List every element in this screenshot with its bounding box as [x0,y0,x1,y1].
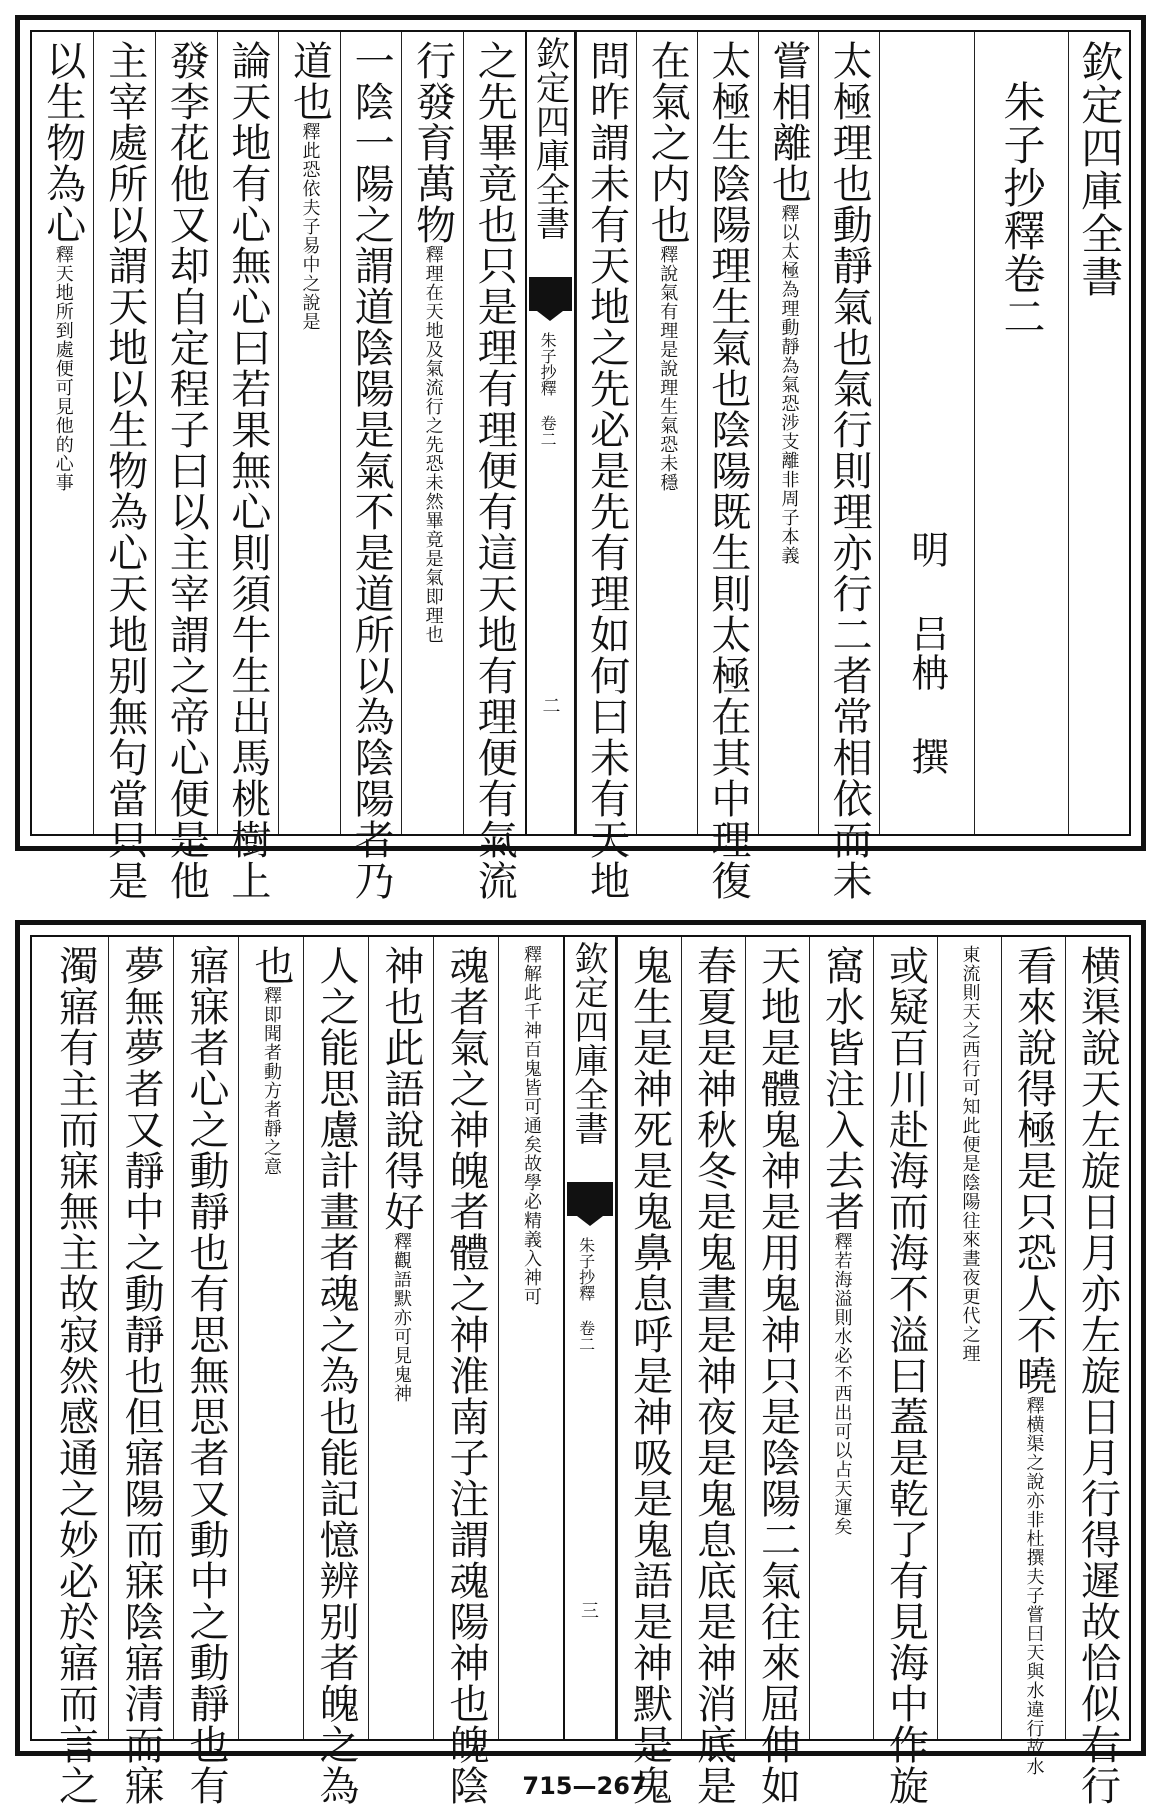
column [217,32,279,901]
column [697,32,758,901]
text-line: 道也釋此恐依夫子易中之說是 [286,40,333,331]
text-line: 横渠說天左旋日月亦左旋日月行得遲故恰似右行 [1074,945,1121,1806]
text-line: 人之能思慮計畫者魂之為也能記憶辨别者魄之為 [313,945,359,1806]
commentary-note: 釋横渠之說亦非杜撰夫子嘗曰天與水違行故水 [1023,1396,1045,1776]
text-line: 窩水皆注入去者釋若海溢則水必不西出可以占天運矣 [818,945,865,1536]
text-line: 魂者氣之神魄者體之神淮南子注謂魂陽神也魄陰 [443,945,489,1806]
text-line: 濁寤有主而寐無主故寂然感通之妙必於寤而言之 [52,945,99,1806]
commentary-note: 釋觀語默亦可見鬼神 [391,1232,412,1403]
text-line: 嘗相離也釋以太極為理動靜為氣恐涉支離非周子本義 [765,40,812,565]
text-line: 發李花他又却自定程子曰以主宰謂之帝心便是他 [163,40,210,901]
top-page [15,15,1146,901]
column [368,937,433,1739]
column [745,937,809,1806]
text-line: 在氣之内也釋說氣有理是說理生氣恐未穩 [644,40,691,492]
column [1001,937,1065,1776]
text-line: 問昨謂未有天地之先必是先有理如何曰未有天地 [583,40,630,901]
commentary-note: 釋天地所到處便可見他的心事 [52,245,74,492]
column [433,937,498,1806]
text-line: 看來說得極是只恐人不曉釋横渠之說亦非杜撰夫子嘗曰天與水違行故水 [1010,945,1057,1776]
column [681,937,745,1806]
text-line: 也釋即聞者動方者靜之意 [248,945,294,1176]
fold-strip [563,937,617,1739]
column [879,32,974,834]
text-line: 春夏是神秋冬是鬼晝是神夜是鬼息底是神消底是 [690,945,737,1806]
fishtail-mark-icon [529,277,572,311]
column [758,32,819,834]
column [873,937,937,1806]
author-line: 明 吕柟 撰 [904,530,949,776]
column [93,32,155,901]
column [1068,32,1129,834]
column [1065,937,1129,1806]
fold-strip [525,32,576,834]
text-line: 之先畢竟也只是理有理便有這天地有理便有氣流 [471,40,518,901]
fold-page-number: 三 [581,1601,599,1622]
fold-title: 欽定四庫全書 [568,941,608,1145]
commentary-note: 東流則天之西行可知此便是陰陽往來晝夜更代之理 [959,945,981,1363]
fishtail-mark-icon [567,1182,613,1216]
commentary-note: 釋解此千神百鬼皆可通矣故學必精義入神可 [521,945,542,1306]
column [43,937,108,1806]
column [576,32,637,901]
fold-title: 欽定四庫全書 [529,36,570,240]
column [818,32,879,901]
page-number: 715—267 [522,1772,647,1800]
column [498,937,563,1739]
column [617,937,681,1806]
fold-book-title: 朱子抄釋 卷二 [538,332,558,447]
column [278,32,340,834]
column [974,32,1069,834]
text-line: 夢無夢者又靜中之動靜也但寤陽而寐陰寤清而寐 [118,945,164,1806]
top-page-frame [30,30,1131,901]
text-line: 或疑百川赴海而海不溢曰蓋是乾了有見海中作旋 [882,945,929,1806]
chapter-title: 朱子抄釋卷二 [997,80,1047,338]
text-line: 寤寐者心之動靜也有思無思者又動中之動靜也有 [183,945,229,1806]
book-title: 欽定四庫全書 [1075,40,1125,298]
text-line: 神也此語說得好釋觀語默亦可見鬼神 [378,945,424,1403]
text-line: 太極生陰陽理生氣也陰陽既生則太極在其中理復 [704,40,751,901]
column [937,937,1001,1739]
column [173,937,238,1806]
commentary-note: 釋若海溢則水必不西出可以占天運矣 [831,1232,853,1536]
fold-page-number: 二 [542,696,561,717]
column [809,937,873,1739]
commentary-note: 釋說氣有理是說理生氣恐未穩 [657,245,679,492]
column [303,937,368,1806]
column [108,937,173,1806]
commentary-note: 釋以太極為理動靜為氣恐涉支離非周子本義 [778,204,800,565]
commentary-note: 釋理在天地及氣流行之先恐未然畢竟是氣即理也 [422,245,444,644]
text-line [511,945,551,1739]
commentary-note: 釋即聞者動方者靜之意 [261,986,282,1176]
text-line [950,945,990,1739]
column [32,32,94,834]
column [155,32,217,901]
column [463,32,525,901]
column [340,32,402,901]
column [238,937,303,1739]
text-line: 一陰一陽之謂道陰陽是氣不是道所以為陰陽者乃 [348,40,395,901]
text-line: 以生物為心釋天地所到處便可見他的心事 [39,40,86,492]
text-line: 行發育萬物釋理在天地及氣流行之先恐未然畢竟是氣即理也 [409,40,456,644]
text-line: 天地是體鬼神是用鬼神只是陰陽二氣往來屈伸如 [754,945,801,1806]
fold-book-title: 朱子抄釋 卷二 [576,1237,596,1352]
commentary-note: 釋此恐依夫子易中之說是 [299,122,321,331]
text-line: 主宰處所以謂天地以生物為心天地别無句當只是 [101,40,148,901]
text-line: 論天地有心無心曰若果無心則須牛生出馬桃樹上 [224,40,271,901]
column [401,32,463,834]
text-line: 鬼生是神死是鬼鼻息呼是神吸是鬼語是神默是鬼 [626,945,673,1806]
text-line: 太極理也動靜氣也氣行則理亦行二者常相依而未 [826,40,873,901]
column [636,32,697,834]
